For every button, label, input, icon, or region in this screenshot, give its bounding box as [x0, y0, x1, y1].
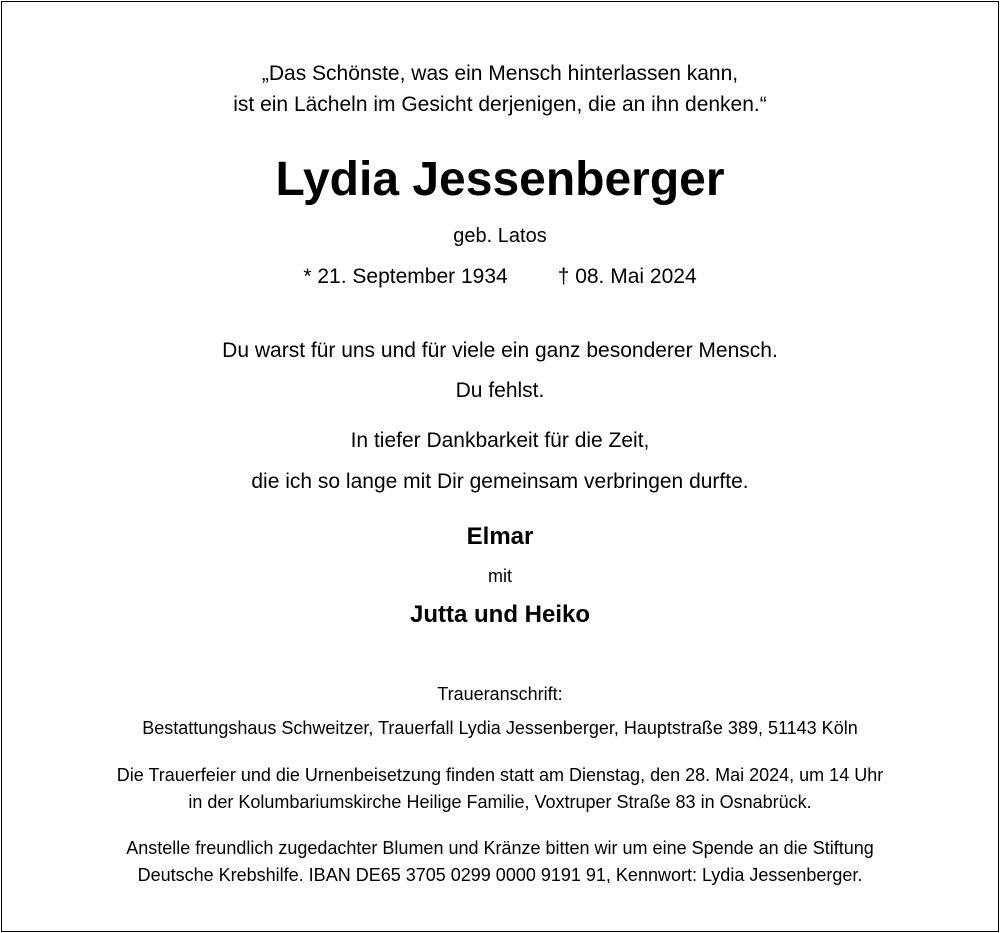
donation-line-1: Anstelle freundlich zugedachter Blumen und Kränze bitten wir um eine Spende an die Stiftung	[126, 838, 874, 858]
death-date: † 08. Mai 2024	[557, 265, 697, 288]
birth-date: * 21. September 1934	[303, 265, 508, 288]
donation-line-2: Deutsche Krebshilfe. IBAN DE65 3705 0299 0000 9191 91, Kennwort: Lydia Jessenberger.	[137, 865, 863, 885]
life-dates	[0, 265, 1000, 289]
message-line-3: In tiefer Dankbarkeit für die Zeit,	[350, 429, 650, 452]
signer-secondary: Jutta und Heiko	[409, 601, 590, 628]
address-label: Traueranschrift:	[437, 684, 563, 704]
birth-name: geb. Latos	[453, 225, 547, 247]
signer-connector: mit	[488, 566, 512, 586]
deceased-name: Lydia Jessenberger	[275, 153, 725, 206]
message-line-1: Du warst für uns und für viele ein ganz besonderer Mensch.	[222, 339, 778, 362]
ceremony-line-1: Die Trauerfeier und die Urnenbeisetzung finden statt am Dienstag, den 28. Mai 2024, um 14 Uhr	[116, 765, 884, 785]
signer-primary: Elmar	[466, 523, 534, 550]
quote-line-1: „Das Schönste, was ein Mensch hinterlassen kann,	[261, 62, 739, 85]
quote-line-2: ist ein Lächeln im Gesicht derjenigen, die an ihn denken.“	[233, 93, 767, 116]
message-line-4: die ich so lange mit Dir gemeinsam verbringen durfte.	[251, 470, 749, 493]
address-value: Bestattungshaus Schweitzer, Trauerfall Lydia Jessenberger, Hauptstraße 389, 51143 Köln	[142, 718, 858, 738]
ceremony-line-2: in der Kolumbariumskirche Heilige Familie, Voxtruper Straße 83 in Osnabrück.	[188, 792, 812, 812]
message-line-2: Du fehlst.	[455, 379, 545, 402]
